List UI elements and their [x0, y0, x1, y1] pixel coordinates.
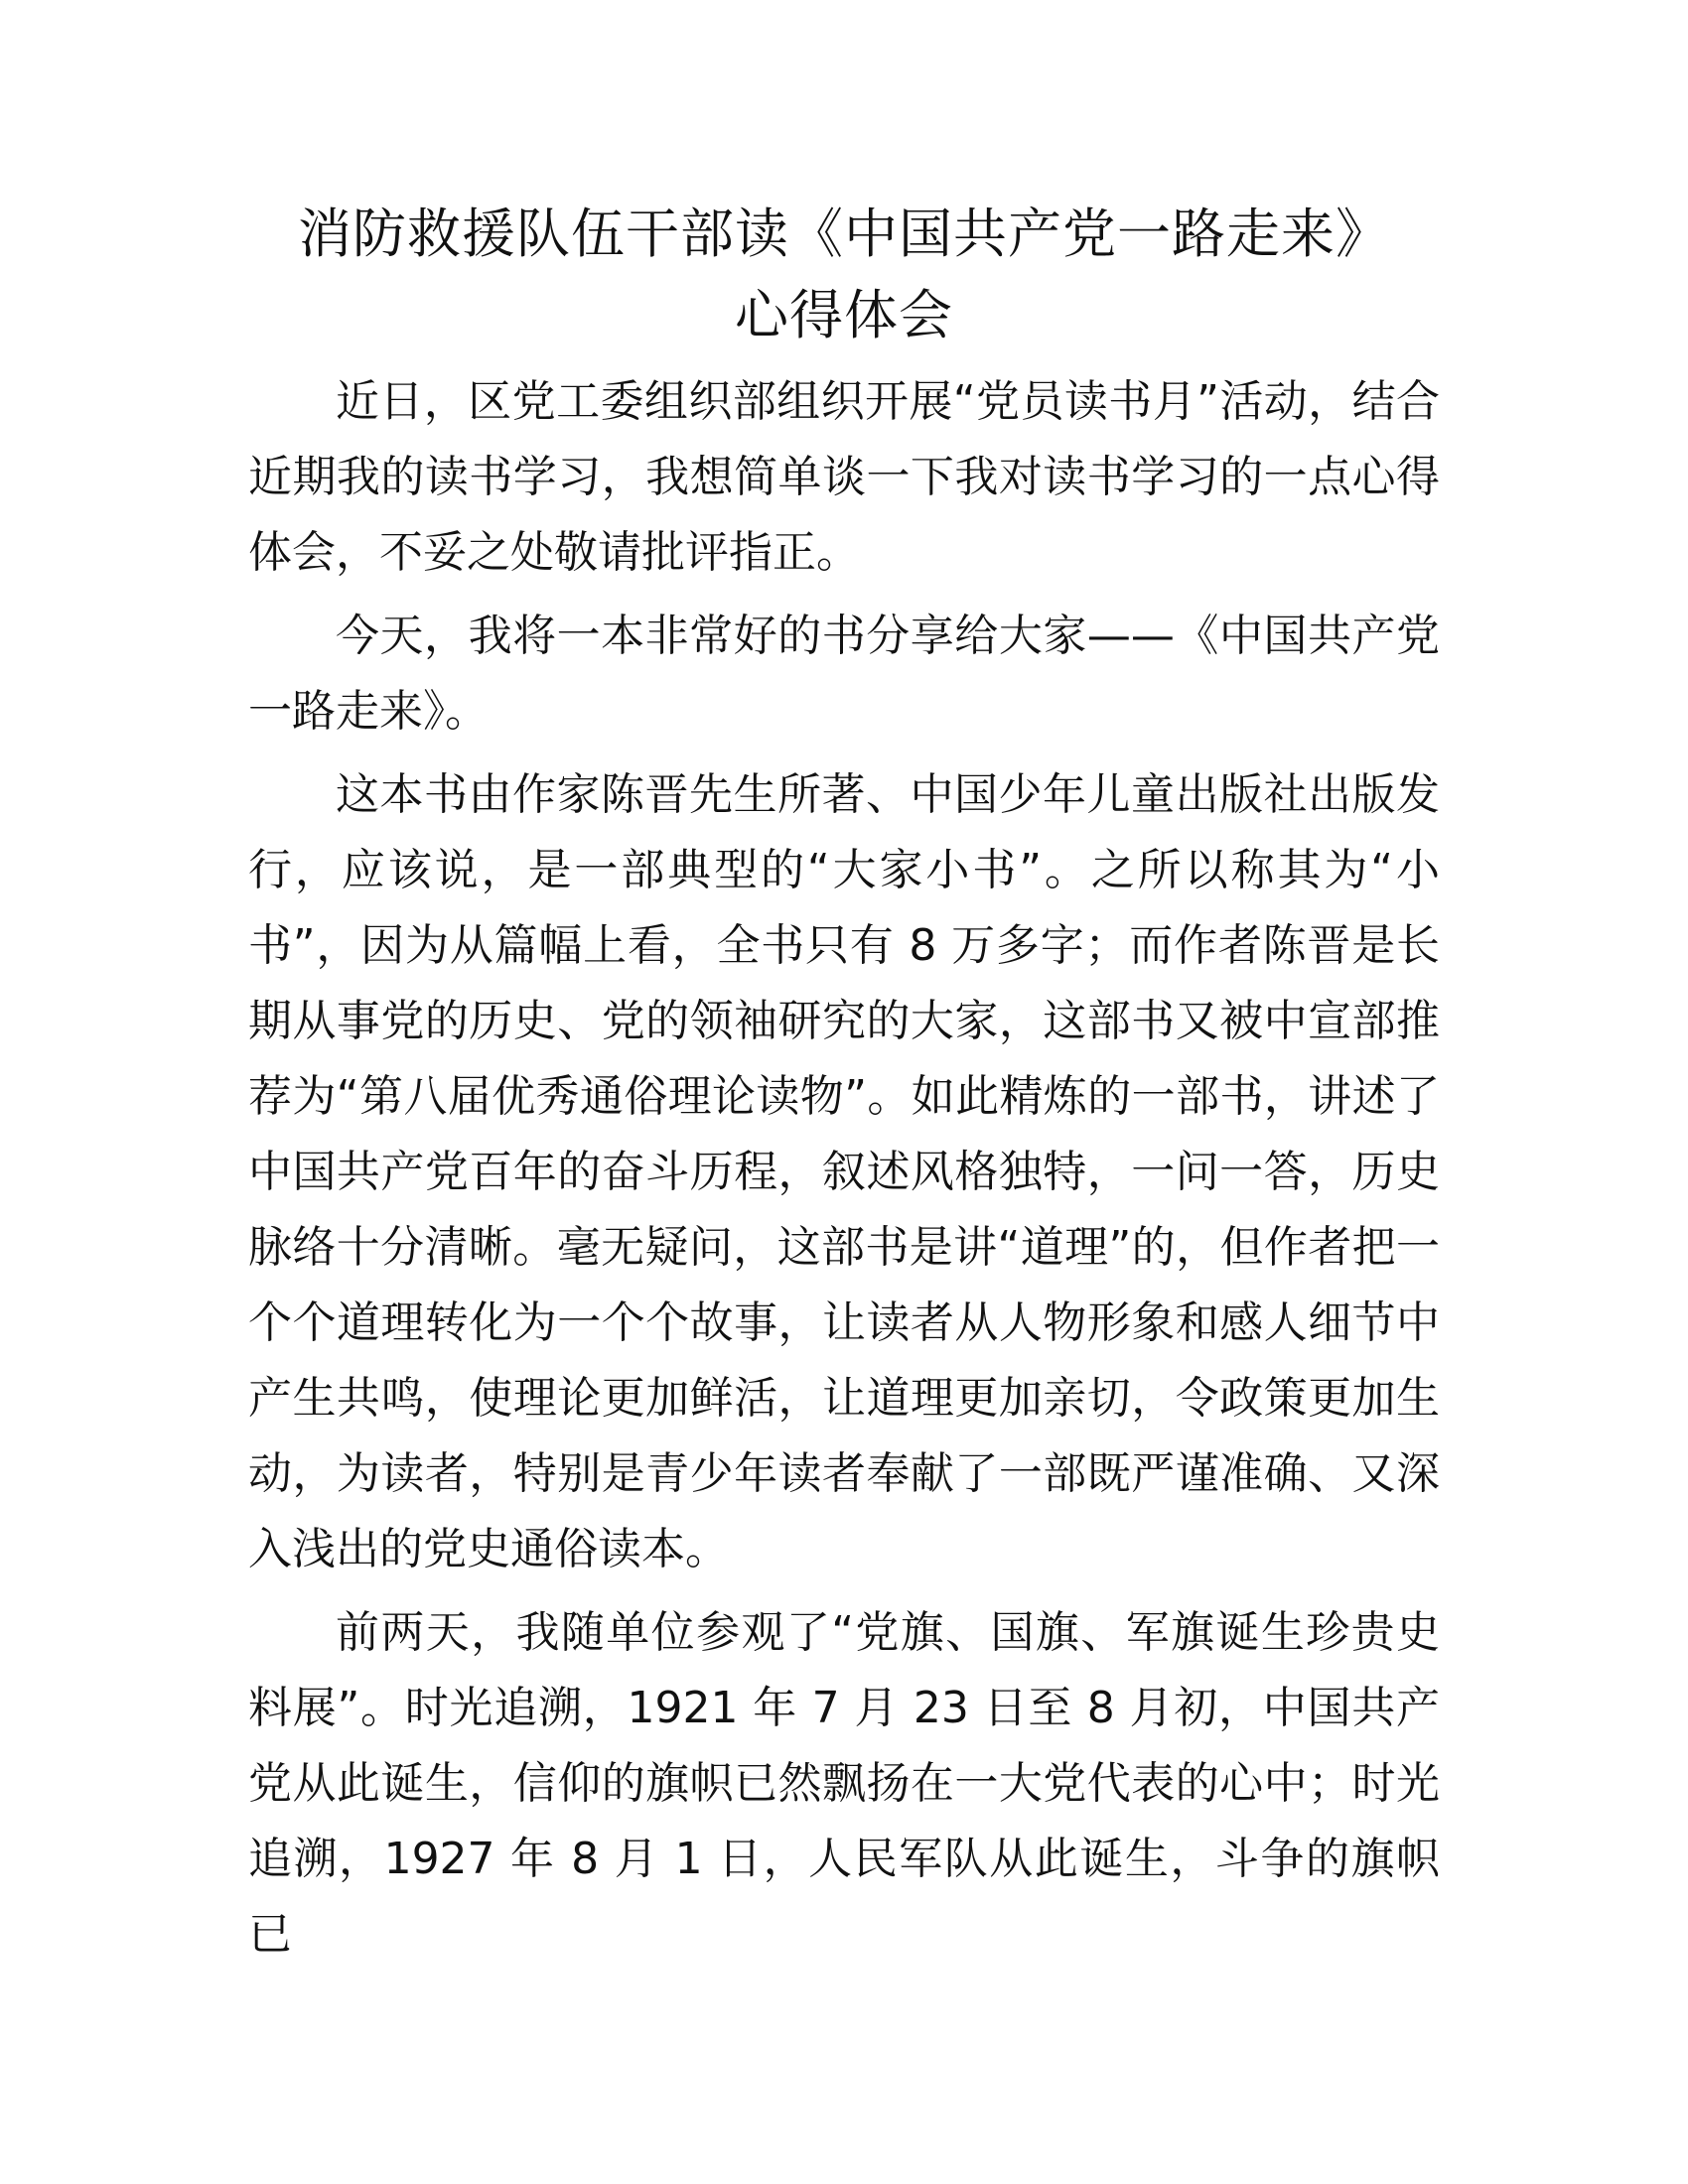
document-title: [248, 194, 1440, 356]
paragraph-reading-month: 近日，区党工委组织部组织开展“党员读书月”活动，结合近期我的读书学习，我想简单谈一下我对读书学习的一点心得体会，不妥之处敬请批评指正。: [248, 376, 1440, 578]
document-body: [248, 364, 1440, 1973]
title-line-1: 消防救援队伍干部读《中国共产党一路走来》: [298, 203, 1390, 265]
paragraph-book-intro: 这本书由作家陈晋先生所著、中国少年儿童出版社出版发行，应该说，是一部典型的“大家小书”。之所以称其为“小书”，因为从篇幅上看，全书只有 8 万多字；而作者陈晋是长期从事党的历史、党的领袖研究的大家，这部书又被中宣部推荐为“第八届优秀通俗理论读物”。如此精炼的一部书，讲述了中国共产党百年的奋斗历程，叙述风格独特，一问一答，历史脉络十分清晰。毫无疑问，这部书是讲“道理”的，但作者把一个个道理转化为一个个故事，让读者从人物形象和感人细节中产生共鸣，使理论更加鲜活，让道理更加亲切，令政策更加生动，为读者，特别是青少年读者奉献了一部既严谨准确、又深入浅出的党史通俗读本。: [248, 769, 1440, 1574]
title-line-2: 心得体会: [735, 284, 953, 346]
paragraph-exhibition: 前两天，我随单位参观了“党旗、国旗、军旗诞生珍贵史料展”。时光追溯，1921 年 7 月 23 日至 8 月初，中国共产党从此诞生，信仰的旗帜已然飘扬在一大党代表的心中；时光追溯，1927 年 8 月 1 日，人民军队从此诞生，斗争的旗帜已: [248, 1607, 1440, 1960]
paragraph-book-share: 今天，我将一本非常好的书分享给大家——《中国共产党一路走来》。: [248, 611, 1440, 737]
document-content: [248, 194, 1440, 1980]
